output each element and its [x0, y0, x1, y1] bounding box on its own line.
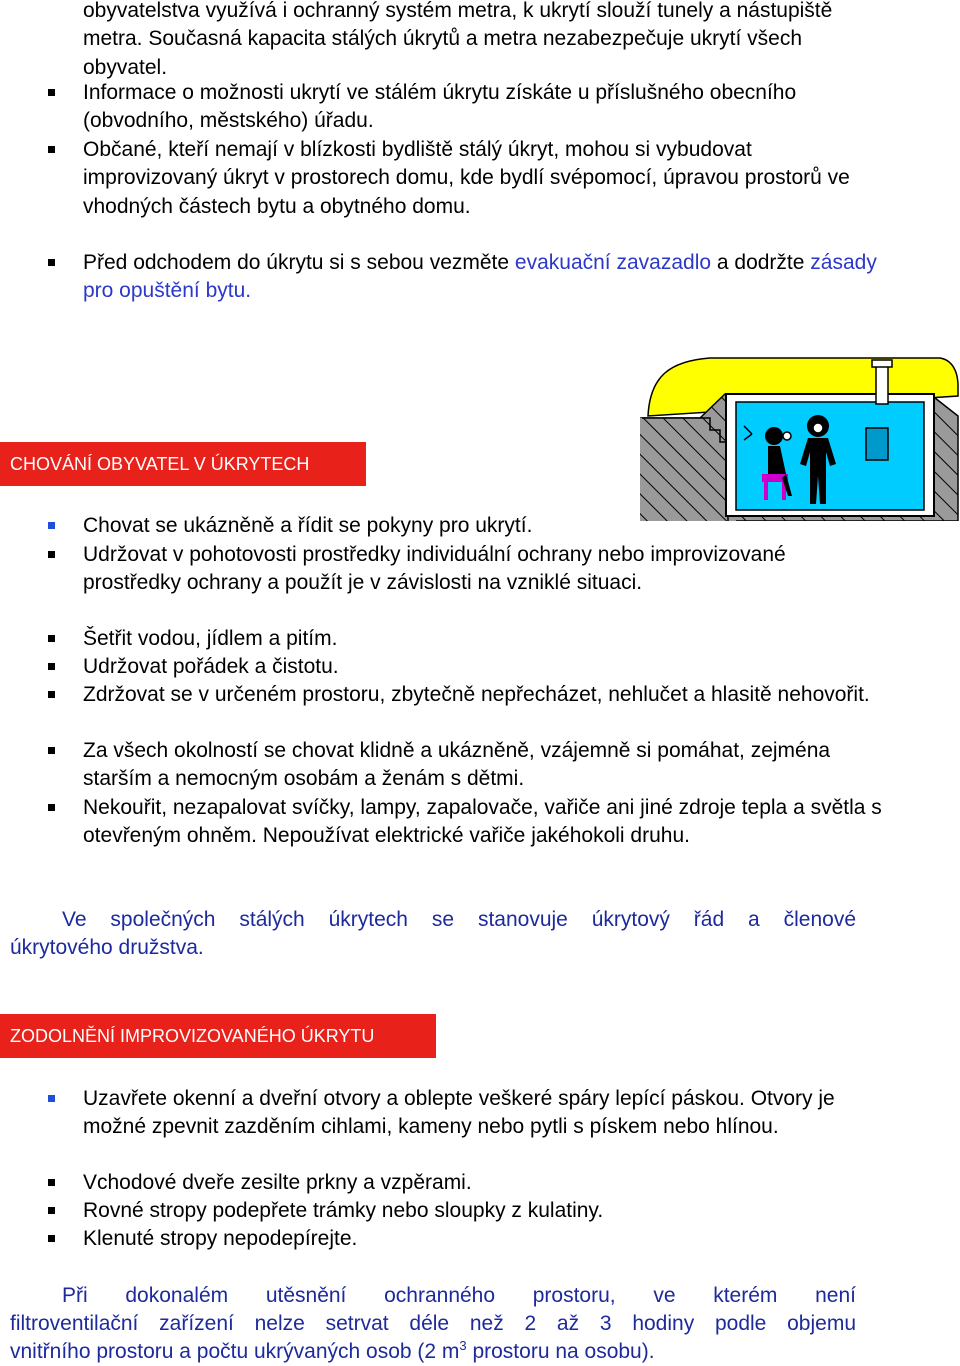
bullet-icon: [48, 1095, 55, 1102]
list-item: Rovné stropy podepřete trámky nebo sloupky z kulatiny.: [83, 1199, 604, 1222]
list-item: Za všech okolností se chovat klidně a ukázněně, vzájemně si pomáhat, zejména starším a nemocným osobám a ženám s dětmi.: [83, 739, 831, 791]
shelter-rules-note-cont: úkrytového družstva.: [10, 936, 204, 959]
note-text: vnitřního prostoru a počtu ukrývaných osob (2 m: [10, 1340, 460, 1363]
bullet-icon: [48, 551, 55, 558]
bullet-icon: [48, 1235, 55, 1242]
bullet-icon: [48, 1179, 55, 1186]
note-text: prostoru na osobu).: [466, 1340, 655, 1363]
list-item: Klenuté stropy nepodepírejte.: [83, 1227, 358, 1250]
leaving-flat-rules-link[interactable]: zásady pro opuštění bytu.: [83, 251, 877, 303]
continuation-paragraph: obyvatelstva využívá i ochranný systém metra, k ukrytí slouží tunely a nástupiště metra. Současná kapacita stálých úkrytů a metra nezabezpečuje ukrytí všech obyvatel.: [83, 0, 833, 79]
list-item: Šetřit vodou, jídlem a pitím.: [83, 627, 338, 650]
item-text: a dodržte: [711, 251, 811, 274]
list-item: Chovat se ukázněně a řídit se pokyny pro ukrytí.: [83, 514, 533, 537]
bullet-icon: [48, 804, 55, 811]
list-item: Nekouřit, nezapalovat svíčky, lampy, zapalovače, vařiče ani jiné zdroje tepla a světla s otevřeným ohněm. Nepoužívat elektrické vařiče jakéhokoli druhu.: [83, 796, 882, 848]
sealing-note-end: [10, 1338, 860, 1366]
list-item: Uzavřete okenní a dveřní otvory a oblepte veškeré spáry lepící páskou. Otvory je možné zpevnit zazděním cihlami, kameny nebo pytli s pískem nebo hlínou.: [83, 1087, 835, 1139]
list-item: [83, 249, 883, 306]
bullet-icon: [48, 691, 55, 698]
list-item: Vchodové dveře zesilte prkny a vzpěrami.: [83, 1171, 472, 1194]
bullet-icon: [48, 635, 55, 642]
item-text: Před odchodem do úkrytu si s sebou vezměte: [83, 251, 515, 274]
superscript: 3: [459, 1338, 467, 1353]
sealing-note-cont: filtroventilační zařízení nelze setrvat déle než 2 až 3 hodiny podle objemu: [10, 1312, 856, 1335]
bullet-icon: [48, 663, 55, 670]
list-item: Udržovat pořádek a čistotu.: [83, 655, 339, 678]
section-heading-improvised-shelter: ZODOLNĚNÍ IMPROVIZOVANÉHO ÚKRYTU: [0, 1014, 436, 1058]
bullet-icon: [48, 1207, 55, 1214]
sealing-note: Při dokonalém utěsnění ochranného prostoru, ve kterém není: [62, 1284, 856, 1307]
section-heading-shelter-behaviour: CHOVÁNÍ OBYVATEL V ÚKRYTECH: [0, 442, 366, 486]
list-item: Udržovat v pohotovosti prostředky individuální ochrany nebo improvizované prostředky ochrany a použít je v závislosti na vzniklé situaci.: [83, 543, 786, 595]
evacuation-luggage-link[interactable]: evakuační zavazadlo: [514, 251, 712, 274]
bullet-icon: [48, 522, 55, 529]
list-item: Informace o možnosti ukrytí ve stálém úkrytu získáte u příslušného obecního (obvodního, městského) úřadu.: [83, 81, 797, 133]
bullet-icon: [48, 89, 55, 96]
shelter-illustration: [640, 356, 960, 521]
shelter-rules-note: Ve společných stálých úkrytech se stanovuje úkrytový řád a členové: [62, 908, 856, 931]
list-item: Zdržovat se v určeném prostoru, zbytečně nepřecházet, nehlučet a hlasitě nehovořit.: [83, 683, 870, 706]
bullet-icon: [48, 259, 55, 266]
bullet-icon: [48, 747, 55, 754]
bullet-icon: [48, 146, 55, 153]
list-item: Občané, kteří nemají v blízkosti bydliště stálý úkryt, mohou si vybudovat improvizovaný úkryt v prostorech domu, kde bydlí svépomocí, úpravou prostorů ve vhodných částech bytu a obytného domu.: [83, 138, 850, 218]
